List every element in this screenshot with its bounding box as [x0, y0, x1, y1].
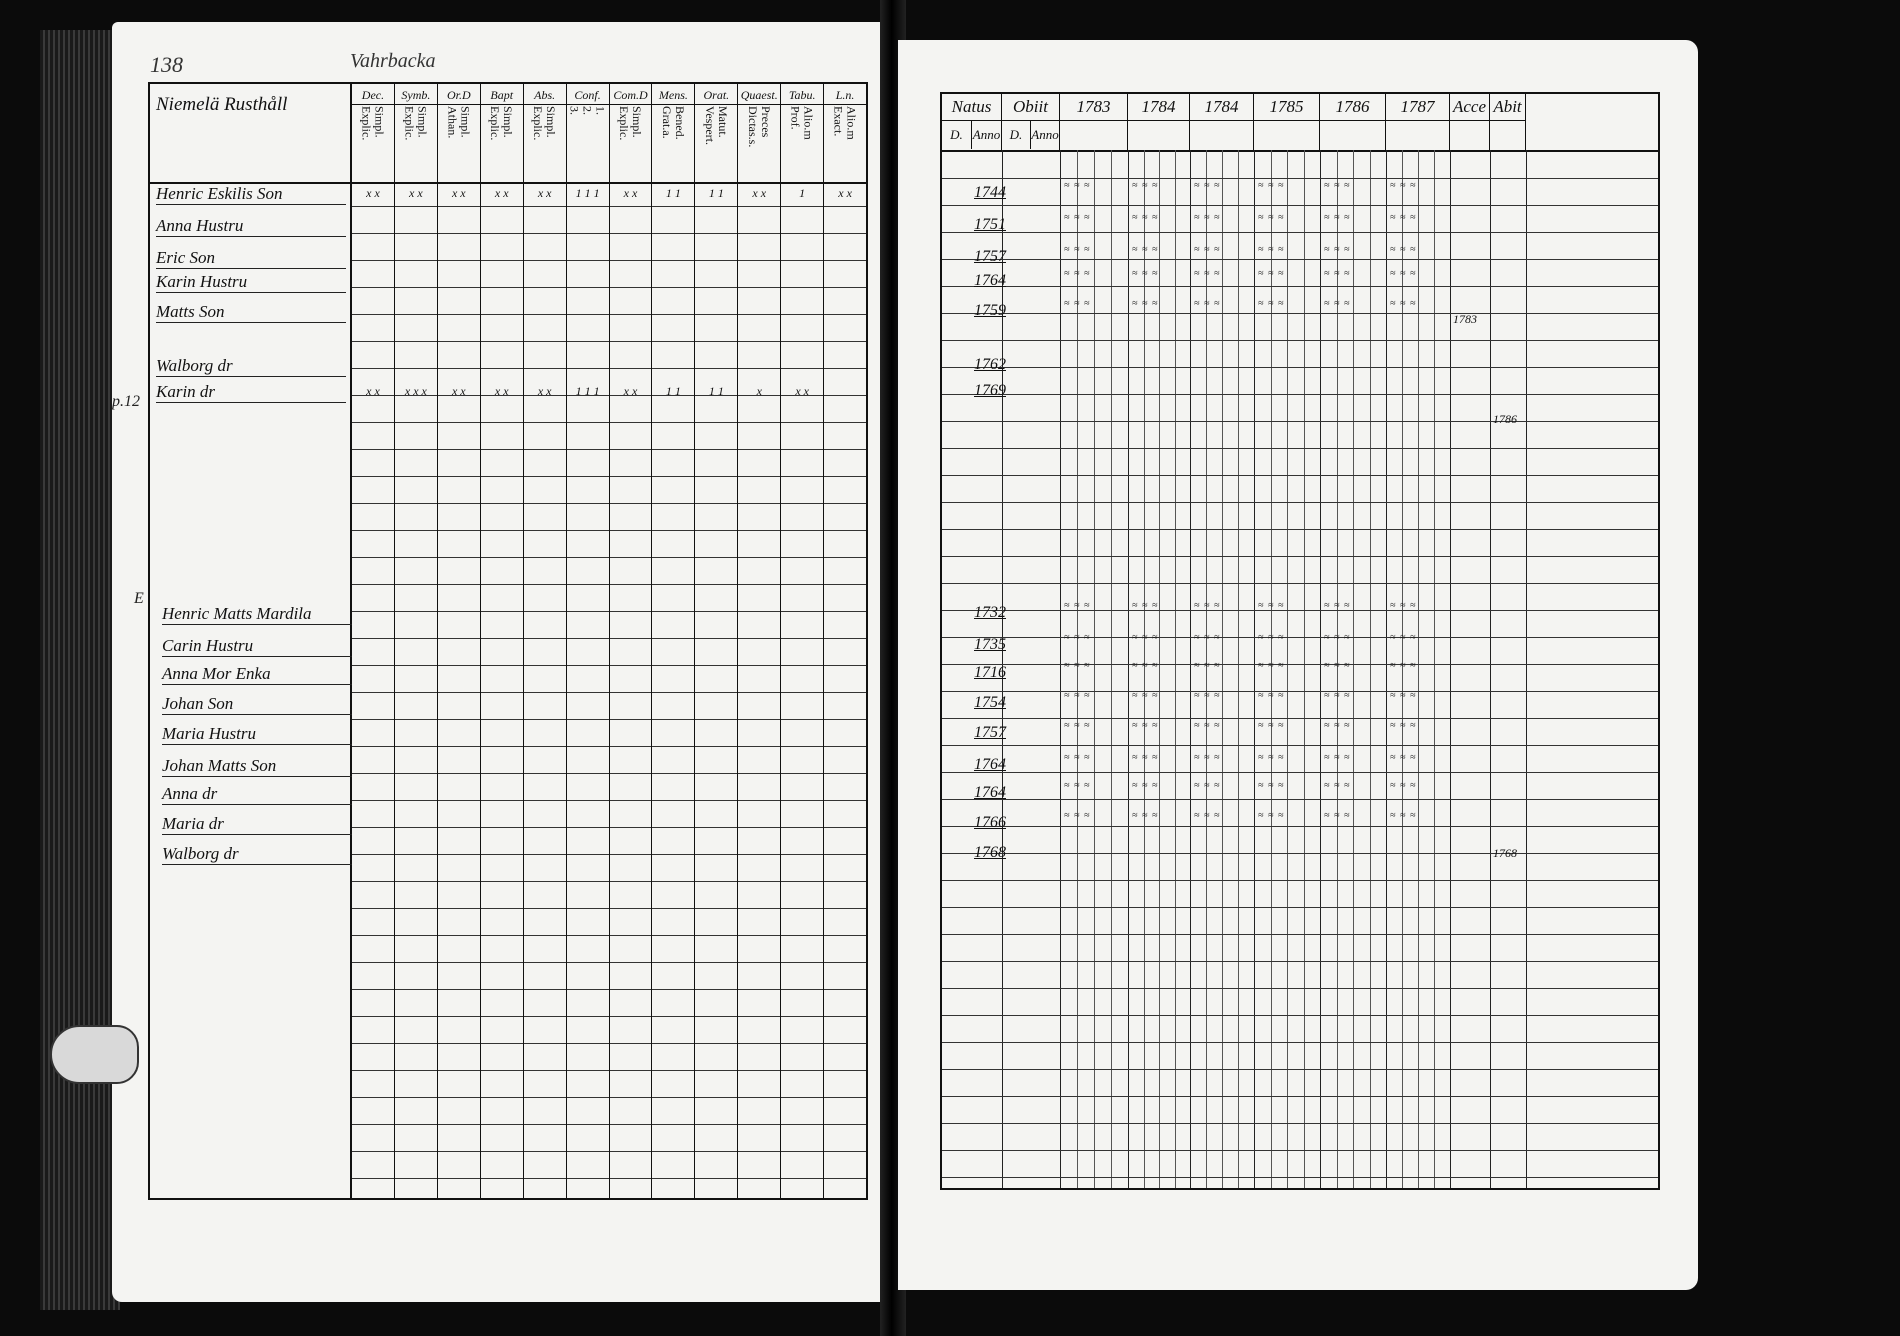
exam-column-title: Dec.: [352, 86, 394, 105]
tally-marks: ≈ ≈ ≈: [1194, 180, 1221, 191]
exam-mark: 1 1: [665, 384, 681, 398]
date-header-sub: Anno: [1031, 127, 1059, 142]
tally-marks: ≈ ≈ ≈: [1258, 810, 1285, 821]
tally-marks: ≈ ≈ ≈: [1132, 268, 1159, 279]
birth-year: 1768: [974, 844, 1006, 861]
exam-mark: 1 1: [708, 384, 724, 398]
tally-marks: ≈ ≈ ≈: [1390, 212, 1417, 223]
row-rule: [942, 1042, 1658, 1043]
date-header-title: 1787: [1386, 94, 1449, 121]
row-rule: [942, 772, 1658, 773]
exam-column-title: Or.D: [438, 86, 480, 105]
exam-column-header: [395, 84, 437, 184]
person-name: Anna Mor Enka: [162, 664, 352, 685]
sub-column-rule: [1304, 150, 1305, 1188]
tally-marks: ≈ ≈ ≈: [1258, 780, 1285, 791]
date-header-title: Acce: [1450, 94, 1489, 121]
tally-marks: ≈ ≈ ≈: [1194, 298, 1221, 309]
birth-year: 1744: [974, 184, 1006, 201]
date-header-title: Obiit: [1002, 94, 1059, 121]
exam-column-subheader: Dictas.s.: [745, 106, 760, 148]
names-header: Niemelä Rusthåll: [150, 84, 350, 184]
exam-column-title: Conf.: [567, 86, 609, 105]
tally-marks: ≈ ≈ ≈: [1064, 810, 1091, 821]
tally-marks: ≈ ≈ ≈: [1132, 600, 1159, 611]
tally-marks: ≈ ≈ ≈: [1132, 780, 1159, 791]
exam-column-subheader: Simpl.: [544, 106, 559, 138]
exam-column-subheader: Exact.: [831, 106, 846, 137]
sub-column-rule: [1434, 150, 1435, 1188]
margin-note-1: p.12: [112, 393, 140, 410]
tally-marks: ≈ ≈ ≈: [1194, 268, 1221, 279]
tally-marks: ≈ ≈ ≈: [1324, 780, 1351, 791]
section-label: Vahrbacka: [350, 50, 436, 72]
exam-column-title: Com.D: [610, 86, 652, 105]
tally-marks: ≈ ≈ ≈: [1064, 632, 1091, 643]
row-rule: [942, 340, 1658, 341]
tally-marks: ≈ ≈ ≈: [1258, 268, 1285, 279]
exam-column-title: Tabu.: [781, 86, 823, 105]
exam-column: [481, 84, 524, 1198]
exam-column: [695, 84, 738, 1198]
exam-column-subheader: Simpl.: [629, 106, 644, 138]
column-rule: [1128, 150, 1129, 1188]
examination-columns: [352, 84, 866, 1198]
exam-column-subheader: Explic.: [616, 106, 631, 141]
date-header-cell: [1320, 94, 1386, 150]
tally-marks: ≈ ≈ ≈: [1390, 180, 1417, 191]
row-rule: [942, 610, 1658, 611]
column-rule: [1254, 150, 1255, 1188]
exam-column-header: [524, 84, 566, 184]
exam-mark: x x: [537, 186, 552, 200]
date-header-sub: Anno: [972, 127, 1001, 142]
tally-marks: ≈ ≈ ≈: [1324, 212, 1351, 223]
exam-column-subheader: Simpl.: [372, 106, 387, 138]
column-rule: [1450, 150, 1451, 1188]
exam-mark: x x: [451, 384, 466, 398]
exam-column-header: [610, 84, 652, 184]
tally-marks: ≈ ≈ ≈: [1132, 690, 1159, 701]
row-rule: [942, 286, 1658, 287]
exam-column-subheader: Prof.: [788, 106, 803, 130]
tally-marks: ≈ ≈ ≈: [1064, 212, 1091, 223]
tally-marks: ≈ ≈ ≈: [1258, 720, 1285, 731]
birth-year: 1764: [974, 756, 1006, 773]
exam-column-title: Symb.: [395, 86, 437, 105]
birth-year: 1766: [974, 814, 1006, 831]
tally-marks: ≈ ≈ ≈: [1132, 752, 1159, 763]
row-rule: [942, 1123, 1658, 1124]
exam-mark: x x: [623, 384, 638, 398]
exam-column: [395, 84, 438, 1198]
acce-note: 1783: [1453, 312, 1477, 326]
margin-note-2: E: [134, 590, 144, 607]
birth-year: 1732: [974, 604, 1006, 621]
row-rule: [942, 502, 1658, 503]
birth-year: 1751: [974, 216, 1006, 233]
exam-mark: 1 1: [665, 186, 681, 200]
date-header-cell: [1490, 94, 1526, 150]
exam-column-subheader: Alio.m: [801, 106, 816, 140]
row-rule: [942, 853, 1658, 854]
person-name: Karin Hustru: [156, 272, 346, 293]
catechism-ledger: [148, 82, 868, 1200]
row-rule: [942, 313, 1658, 314]
tally-marks: ≈ ≈ ≈: [1390, 244, 1417, 255]
exam-column-subheader: Explic.: [531, 106, 546, 141]
exam-mark: 1: [799, 186, 806, 200]
exam-mark: x x: [366, 186, 380, 200]
tally-marks: ≈ ≈ ≈: [1194, 752, 1221, 763]
exam-column: [610, 84, 653, 1198]
sub-column-rule: [1111, 150, 1112, 1188]
person-name: Henric Eskilis Son: [156, 184, 346, 205]
tally-marks: ≈ ≈ ≈: [1258, 244, 1285, 255]
row-rule: [942, 448, 1658, 449]
tally-marks: ≈ ≈ ≈: [1324, 632, 1351, 643]
exam-column: [781, 84, 824, 1198]
row-rule: [942, 1069, 1658, 1070]
birth-year: 1769: [974, 382, 1006, 399]
person-name: Walborg dr: [162, 844, 352, 865]
person-name: Anna Hustru: [156, 216, 346, 237]
birth-year: 1757: [974, 248, 1006, 265]
row-rule: [942, 826, 1658, 827]
row-rule: [942, 934, 1658, 935]
exam-mark: x x: [623, 186, 638, 200]
tally-marks: ≈ ≈ ≈: [1258, 690, 1285, 701]
row-rule: [942, 259, 1658, 260]
column-rule: [1386, 150, 1387, 1188]
date-header-cell: [1386, 94, 1450, 150]
exam-column-subheader: Alio.m: [844, 106, 859, 140]
tally-marks: ≈ ≈ ≈: [1132, 244, 1159, 255]
row-rule: [942, 637, 1658, 638]
tally-marks: ≈ ≈ ≈: [1132, 810, 1159, 821]
row-rule: [942, 961, 1658, 962]
row-rule: [942, 1096, 1658, 1097]
row-rule: [942, 529, 1658, 530]
tally-marks: ≈ ≈ ≈: [1064, 268, 1091, 279]
exam-column-header: [438, 84, 480, 184]
exam-column-subheader: Athan.: [445, 106, 460, 139]
tally-marks: ≈ ≈ ≈: [1390, 632, 1417, 643]
birth-year: 1762: [974, 356, 1006, 373]
row-rule: [942, 421, 1658, 422]
column-rule: [1526, 150, 1527, 1188]
exam-column-header: [781, 84, 823, 184]
exam-mark: x x x: [404, 384, 427, 398]
date-header-cell: [1128, 94, 1190, 150]
tally-marks: ≈ ≈ ≈: [1324, 720, 1351, 731]
row-rule: [942, 745, 1658, 746]
birth-year: 1735: [974, 636, 1006, 653]
exam-column-title: Bapt: [481, 86, 523, 105]
exam-column-title: Quaest.: [738, 86, 780, 105]
date-header-sub: D.: [942, 121, 972, 149]
tally-marks: ≈ ≈ ≈: [1132, 632, 1159, 643]
exam-column: [652, 84, 695, 1198]
row-rule: [942, 178, 1658, 179]
person-name: Maria Hustru: [162, 724, 352, 745]
exam-mark: x x: [752, 186, 767, 200]
tally-marks: ≈ ≈ ≈: [1064, 752, 1091, 763]
tally-marks: ≈ ≈ ≈: [1324, 600, 1351, 611]
tally-marks: ≈ ≈ ≈: [1194, 632, 1221, 643]
exam-column-subheader: Simpl.: [501, 106, 516, 138]
tally-marks: ≈ ≈ ≈: [1064, 780, 1091, 791]
tally-marks: ≈ ≈ ≈: [1258, 212, 1285, 223]
date-header-cell: [1450, 94, 1490, 150]
row-rule: [942, 1015, 1658, 1016]
person-name: Carin Hustru: [162, 636, 352, 657]
row-rule: [942, 664, 1658, 665]
exam-column-header: [695, 84, 737, 184]
exam-column-header: [352, 84, 394, 184]
tally-marks: ≈ ≈ ≈: [1132, 212, 1159, 223]
abit-note: 1786: [1493, 412, 1517, 426]
person-name: Anna dr: [162, 784, 352, 805]
exam-column: [524, 84, 567, 1198]
date-header-title: Natus: [942, 94, 1001, 121]
column-rule: [1190, 150, 1191, 1188]
exam-mark: 1 1: [708, 186, 724, 200]
date-header-cell: [1190, 94, 1254, 150]
tally-marks: ≈ ≈ ≈: [1132, 298, 1159, 309]
tally-marks: ≈ ≈ ≈: [1064, 660, 1091, 671]
exam-mark: x x: [795, 384, 809, 398]
exam-column-subheader: Simpl.: [458, 106, 473, 138]
row-rule: [942, 475, 1658, 476]
dates-ledger: [940, 92, 1660, 1190]
tally-marks: ≈ ≈ ≈: [1324, 268, 1351, 279]
tally-marks: ≈ ≈ ≈: [1324, 752, 1351, 763]
exam-column-header: [652, 84, 694, 184]
tally-marks: ≈ ≈ ≈: [1064, 298, 1091, 309]
tally-marks: ≈ ≈ ≈: [1064, 690, 1091, 701]
birth-year: 1757: [974, 724, 1006, 741]
tally-marks: ≈ ≈ ≈: [1258, 180, 1285, 191]
tally-marks: ≈ ≈ ≈: [1258, 632, 1285, 643]
tally-marks: ≈ ≈ ≈: [1194, 600, 1221, 611]
tally-marks: ≈ ≈ ≈: [1064, 600, 1091, 611]
exam-column-subheader: Explic.: [488, 106, 503, 141]
sub-column-rule: [1287, 150, 1288, 1188]
birth-year: 1759: [974, 302, 1006, 319]
tally-marks: ≈ ≈ ≈: [1390, 600, 1417, 611]
exam-mark: x x: [451, 186, 466, 200]
tally-marks: ≈ ≈ ≈: [1390, 752, 1417, 763]
sub-column-rule: [1159, 150, 1160, 1188]
row-rule: [942, 205, 1658, 206]
exam-column-subheader: Matut.: [715, 106, 730, 138]
tally-marks: ≈ ≈ ≈: [1064, 244, 1091, 255]
person-name: Karin dr: [156, 382, 346, 403]
column-rule: [1320, 150, 1321, 1188]
row-rule: [942, 880, 1658, 881]
row-rule: [942, 988, 1658, 989]
exam-column-title: Abs.: [524, 86, 566, 105]
exam-column-subheader: Bened.: [672, 106, 687, 140]
date-header-cell: [942, 94, 1002, 150]
tally-marks: ≈ ≈ ≈: [1324, 660, 1351, 671]
exam-mark: x: [756, 384, 762, 398]
date-header-cell: [1254, 94, 1320, 150]
exam-column-subheader: Preces: [758, 106, 773, 138]
person-name: Henric Matts Mardila: [162, 604, 352, 625]
tally-marks: ≈ ≈ ≈: [1390, 720, 1417, 731]
tally-marks: ≈ ≈ ≈: [1258, 298, 1285, 309]
exam-column-subheader: 2.: [580, 106, 595, 115]
person-name: Maria dr: [162, 814, 352, 835]
date-header-cell: [1002, 94, 1060, 150]
page-number: 138: [150, 52, 183, 77]
tally-marks: ≈ ≈ ≈: [1194, 690, 1221, 701]
exam-column: [738, 84, 781, 1198]
tally-marks: ≈ ≈ ≈: [1324, 298, 1351, 309]
row-rule: [942, 1177, 1658, 1178]
sub-column-rule: [1238, 150, 1239, 1188]
exam-column-subheader: Explic.: [402, 106, 417, 141]
exam-column-subheader: Grat.a.: [659, 106, 674, 139]
exam-mark: 1 1 1: [575, 186, 600, 200]
column-rule: [1490, 150, 1491, 1188]
exam-column-header: [567, 84, 609, 184]
tally-marks: ≈ ≈ ≈: [1390, 810, 1417, 821]
tally-marks: ≈ ≈ ≈: [1390, 268, 1417, 279]
birth-year: 1754: [974, 694, 1006, 711]
exam-mark: x x: [494, 186, 509, 200]
sub-column-rule: [1222, 150, 1223, 1188]
exam-column-title: L.n.: [824, 86, 866, 105]
person-name: Matts Son: [156, 302, 346, 323]
exam-column-header: [481, 84, 523, 184]
exam-column: [352, 84, 395, 1198]
date-header-title: 1783: [1060, 94, 1127, 121]
date-header-title: 1786: [1320, 94, 1385, 121]
exam-mark: x x: [366, 384, 380, 398]
exam-mark: x x: [409, 186, 423, 200]
tally-marks: ≈ ≈ ≈: [1258, 600, 1285, 611]
tally-marks: ≈ ≈ ≈: [1324, 244, 1351, 255]
exam-column-title: Orat.: [695, 86, 737, 105]
tally-marks: ≈ ≈ ≈: [1390, 298, 1417, 309]
date-header-sub: D.: [1002, 121, 1031, 149]
sub-column-rule: [1353, 150, 1354, 1188]
exam-column: [824, 84, 866, 1198]
tally-marks: ≈ ≈ ≈: [1194, 212, 1221, 223]
tally-marks: ≈ ≈ ≈: [1132, 720, 1159, 731]
tally-marks: ≈ ≈ ≈: [1132, 180, 1159, 191]
abit-note: 1768: [1493, 846, 1517, 860]
tally-marks: ≈ ≈ ≈: [1324, 180, 1351, 191]
exam-column-subheader: 3.: [567, 106, 582, 115]
tally-marks: ≈ ≈ ≈: [1390, 690, 1417, 701]
row-rule: [942, 394, 1658, 395]
exam-column: [567, 84, 610, 1198]
exam-mark: x x: [838, 186, 852, 200]
tally-marks: ≈ ≈ ≈: [1258, 660, 1285, 671]
exam-mark: x x: [494, 384, 509, 398]
tally-marks: ≈ ≈ ≈: [1194, 780, 1221, 791]
birth-year: 1764: [974, 272, 1006, 289]
exam-column-title: Mens.: [652, 86, 694, 105]
person-name: Johan Matts Son: [162, 756, 352, 777]
birth-year: 1764: [974, 784, 1006, 801]
tally-marks: ≈ ≈ ≈: [1132, 660, 1159, 671]
exam-column-header: [824, 84, 866, 184]
tally-marks: ≈ ≈ ≈: [1324, 690, 1351, 701]
column-rule: [1060, 150, 1061, 1188]
person-name: Johan Son: [162, 694, 352, 715]
tally-marks: ≈ ≈ ≈: [1390, 660, 1417, 671]
person-name: Walborg dr: [156, 356, 346, 377]
book-page-edges: [40, 30, 120, 1310]
row-rule: [942, 718, 1658, 719]
exam-column-subheader: Vespert.: [702, 106, 717, 145]
row-rule: [942, 907, 1658, 908]
names-column: [150, 84, 352, 1198]
sub-column-rule: [1418, 150, 1419, 1188]
tally-marks: ≈ ≈ ≈: [1194, 660, 1221, 671]
tally-marks: ≈ ≈ ≈: [1324, 810, 1351, 821]
row-rule: [942, 583, 1658, 584]
sub-column-rule: [1370, 150, 1371, 1188]
row-rule: [942, 556, 1658, 557]
tally-marks: ≈ ≈ ≈: [1194, 810, 1221, 821]
tally-marks: ≈ ≈ ≈: [1194, 244, 1221, 255]
person-name: Eric Son: [156, 248, 346, 269]
exam-mark: x x: [537, 384, 552, 398]
birth-year: 1716: [974, 664, 1006, 681]
row-rule: [942, 232, 1658, 233]
exam-column: [438, 84, 481, 1198]
row-rule: [942, 799, 1658, 800]
exam-column-subheader: Explic.: [359, 106, 374, 141]
row-rule: [942, 1150, 1658, 1151]
tally-marks: ≈ ≈ ≈: [1064, 720, 1091, 731]
sub-column-rule: [1094, 150, 1095, 1188]
sub-column-rule: [1175, 150, 1176, 1188]
exam-column-subheader: 1.: [593, 106, 608, 115]
row-rule: [942, 691, 1658, 692]
tally-marks: ≈ ≈ ≈: [1258, 752, 1285, 763]
date-header-title: 1785: [1254, 94, 1319, 121]
dates-header-row: [942, 94, 1658, 152]
tally-marks: ≈ ≈ ≈: [1064, 180, 1091, 191]
tally-marks: ≈ ≈ ≈: [1390, 780, 1417, 791]
exam-column-subheader: Simpl.: [415, 106, 430, 138]
exam-column-header: [738, 84, 780, 184]
thumb: [50, 1025, 139, 1084]
exam-mark: 1 1 1: [575, 384, 600, 398]
date-header-title: Abit: [1490, 94, 1525, 121]
date-header-title: 1784: [1128, 94, 1189, 121]
row-rule: [942, 367, 1658, 368]
date-header-cell: [1060, 94, 1128, 150]
date-header-title: 1784: [1190, 94, 1253, 121]
tally-marks: ≈ ≈ ≈: [1194, 720, 1221, 731]
